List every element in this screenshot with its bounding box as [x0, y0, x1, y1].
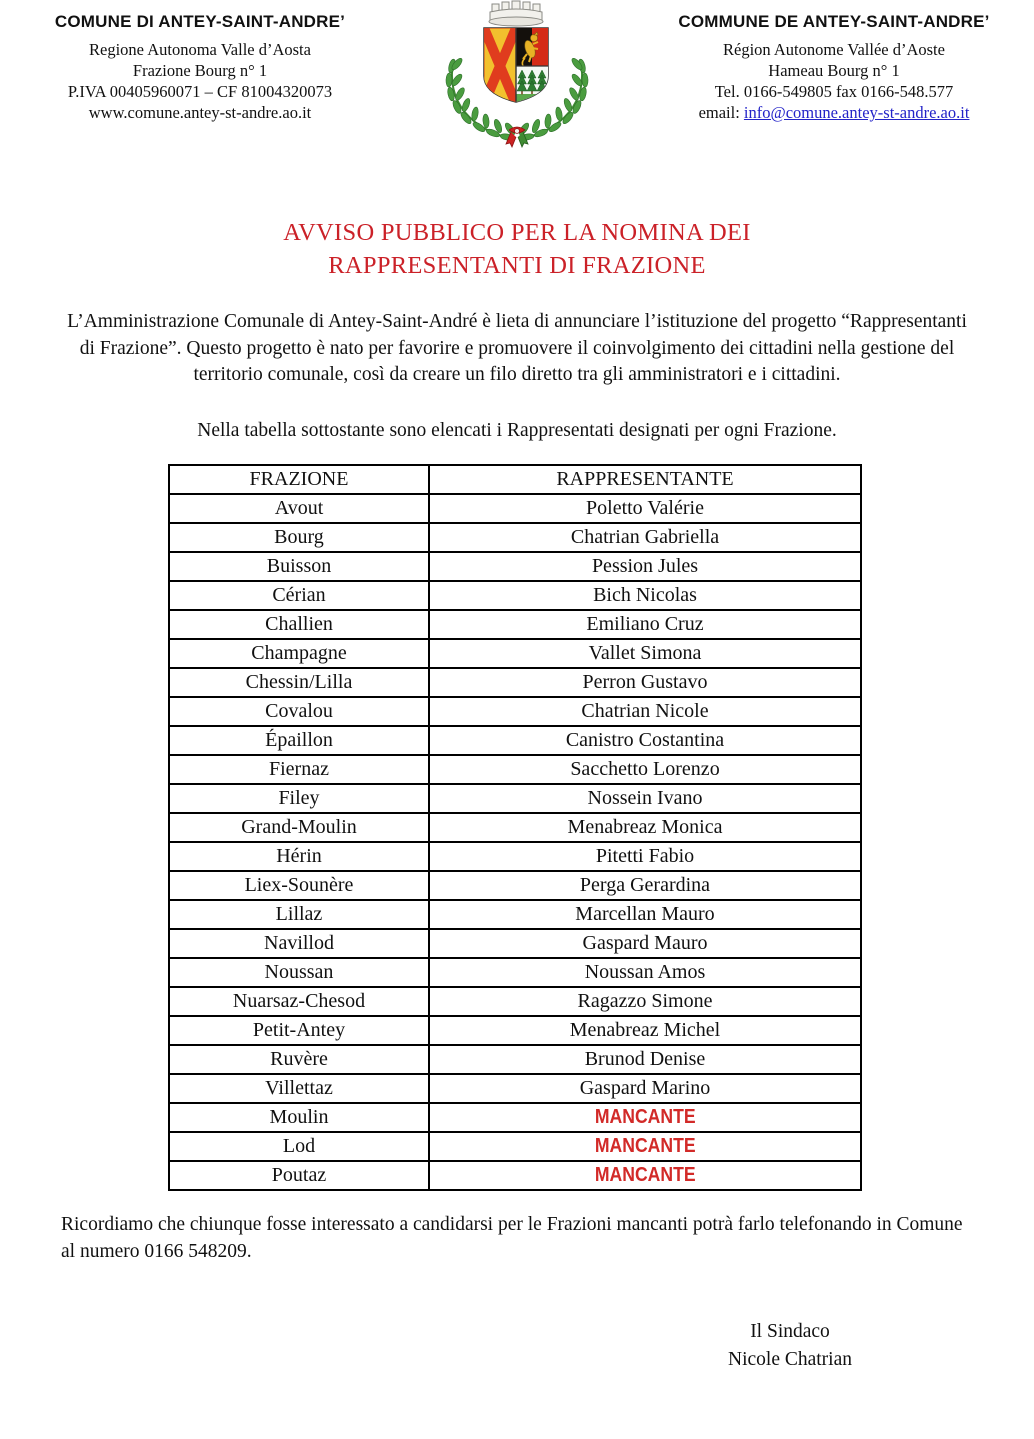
rappresentante-text: Menabreaz Michel: [569, 1018, 721, 1041]
frazione-cell: Lod: [169, 1132, 429, 1161]
table-row: [169, 610, 861, 639]
rappresentante-text: Menabreaz Monica: [567, 815, 723, 838]
fir-trees-icon: [517, 70, 547, 94]
rappresentante-cell: [429, 1016, 861, 1045]
table-row: [169, 697, 861, 726]
table-row: [169, 494, 861, 523]
rappresentante-cell: [429, 842, 861, 871]
rappresentante-cell: [429, 929, 861, 958]
table-intro: Nella tabella sottostante sono elencati i Rappresentati designati per ogni Frazione.: [197, 419, 837, 441]
table-row: [169, 987, 861, 1016]
notice-title-line1: AVVISO PUBBLICO PER LA NOMINA DEI: [283, 219, 751, 246]
piva-cf-line: P.IVA 00405960071 – CF 81004320073: [67, 82, 333, 101]
frazione-cell: Cérian: [169, 581, 429, 610]
rappresentante-cell: [429, 871, 861, 900]
table-row: [169, 1103, 861, 1132]
commune-name-fr: COMMUNE DE ANTEY-SAINT-ANDRE’: [678, 12, 990, 31]
rappresentante-text: Canistro Costantina: [565, 728, 725, 751]
rappresentante-cell: [429, 610, 861, 639]
table-row: [169, 668, 861, 697]
rappresentante-text: Gaspard Mauro: [582, 931, 708, 954]
rappresentante-cell: [429, 494, 861, 523]
rappresentante-text: MANCANTE: [594, 1105, 696, 1128]
rappresentante-text: Chatrian Nicole: [581, 699, 709, 722]
rappresentante-cell: [429, 987, 861, 1016]
notice-title: [0, 216, 1034, 282]
letterhead-french-block: [648, 12, 1020, 123]
rappresentante-cell: [429, 697, 861, 726]
table-row: [169, 871, 861, 900]
frazione-cell: Covalou: [169, 697, 429, 726]
notice-title-line2: RAPPRESENTANTI DI FRAZIONE: [328, 252, 706, 279]
table-row: [169, 523, 861, 552]
frazioni-table-body: [169, 494, 861, 1190]
rappresentante-text: Perga Gerardina: [579, 873, 711, 896]
table-row: [169, 929, 861, 958]
rappresentante-text: Bich Nicolas: [593, 583, 697, 606]
frazione-cell: Champagne: [169, 639, 429, 668]
rappresentante-text: Nossein Ivano: [587, 786, 703, 809]
email-label: email:: [698, 103, 744, 122]
frazione-cell: Lillaz: [169, 900, 429, 929]
rappresentante-text: Vallet Simona: [588, 641, 702, 664]
ribbon-icon: [506, 127, 528, 147]
table-row: [169, 581, 861, 610]
frazione-cell: Moulin: [169, 1103, 429, 1132]
email-link[interactable]: info@comune.antey-st-andre.ao.it: [743, 103, 970, 122]
rappresentante-text: Poletto Valérie: [586, 496, 704, 519]
rappresentante-cell: [429, 523, 861, 552]
rappresentante-cell: [429, 639, 861, 668]
table-row: [169, 1016, 861, 1045]
table-row: [169, 813, 861, 842]
frazione-cell: Grand-Moulin: [169, 813, 429, 842]
table-row: [169, 1161, 861, 1190]
frazione-cell: Épaillon: [169, 726, 429, 755]
frazione-cell: Chessin/Lilla: [169, 668, 429, 697]
crown-icon: [489, 1, 543, 26]
rappresentante-header: RAPPRESENTANTE: [429, 465, 861, 494]
rappresentante-cell: [429, 900, 861, 929]
letterhead-italian-block: [14, 12, 386, 123]
frazione-cell: Ruvère: [169, 1045, 429, 1074]
frazione-cell: Noussan: [169, 958, 429, 987]
rappresentante-text: Pitetti Fabio: [595, 844, 695, 867]
frazione-cell: Liex-Sounère: [169, 871, 429, 900]
frazioni-table: [168, 464, 862, 1191]
frazione-cell: Navillod: [169, 929, 429, 958]
phone-fax-line: Tel. 0166-549805 fax 0166-548.577: [714, 82, 954, 101]
frazione-header: FRAZIONE: [169, 465, 429, 494]
table-row: [169, 755, 861, 784]
website-line: www.comune.antey-st-andre.ao.it: [88, 103, 312, 122]
closing-note: Ricordiamo che chiunque fosse interessato a candidarsi per le Frazioni mancanti potrà farlo telefonando in Comune al numero 0166 548209.: [61, 1213, 963, 1262]
table-row: [169, 552, 861, 581]
rappresentante-cell: [429, 1074, 861, 1103]
rappresentante-cell: [429, 1132, 861, 1161]
frazione-cell: Hérin: [169, 842, 429, 871]
frazione-cell: Nuarsaz-Chesod: [169, 987, 429, 1016]
table-row: [169, 1132, 861, 1161]
comune-name-it: COMUNE DI ANTEY-SAINT-ANDRE’: [54, 12, 346, 31]
rappresentante-cell: [429, 1103, 861, 1132]
rappresentante-cell: [429, 784, 861, 813]
frazione-cell: Villettaz: [169, 1074, 429, 1103]
rappresentante-cell: [429, 668, 861, 697]
table-row: [169, 1045, 861, 1074]
frazione-cell: Challien: [169, 610, 429, 639]
rappresentante-cell: [429, 1045, 861, 1074]
intro-paragraph: L’Amministrazione Comunale di Antey-Saint-André è lieta di annunciare l’istituzione del progetto “Rappresentanti di Frazione”. Questo progetto è nato per favorire e promuovere il coinvolgimento dei cittadini nella gestione del territorio comunale, così da creare un filo diretto tra gli amministratori e i cittadini.: [67, 311, 967, 385]
frazione-cell: Petit-Antey: [169, 1016, 429, 1045]
frazione-cell: Fiernaz: [169, 755, 429, 784]
rappresentante-text: Emiliano Cruz: [586, 612, 704, 635]
signature-name: Nicole Chatrian: [728, 1349, 852, 1370]
rappresentante-text: Ragazzo Simone: [577, 989, 713, 1012]
table-row: [169, 639, 861, 668]
rappresentante-text: Pession Jules: [591, 554, 699, 577]
rappresentante-text: MANCANTE: [594, 1163, 696, 1186]
frazione-cell: Buisson: [169, 552, 429, 581]
rappresentante-cell: [429, 958, 861, 987]
address-line-it: Frazione Bourg n° 1: [132, 61, 268, 80]
shield: [484, 28, 548, 104]
address-line-fr: Hameau Bourg n° 1: [768, 61, 900, 80]
frazione-cell: Poutaz: [169, 1161, 429, 1190]
table-row: [169, 900, 861, 929]
rappresentante-cell: [429, 755, 861, 784]
table-header-row: [169, 465, 861, 494]
rappresentante-cell: [429, 581, 861, 610]
rappresentante-text: MANCANTE: [594, 1134, 696, 1157]
rappresentante-cell: [429, 552, 861, 581]
region-line-it: Regione Autonoma Valle d’Aosta: [89, 40, 311, 59]
rappresentante-text: Brunod Denise: [584, 1047, 706, 1070]
letterhead: [0, 0, 1034, 150]
table-row: [169, 784, 861, 813]
frazione-cell: Bourg: [169, 523, 429, 552]
region-line-fr: Région Autonome Vallée d’Aoste: [723, 40, 945, 59]
table-row: [169, 842, 861, 871]
coat-of-arms-graphic: [435, 0, 599, 150]
frazione-cell: Filey: [169, 784, 429, 813]
rappresentante-text: Noussan Amos: [584, 960, 706, 983]
table-row: [169, 1074, 861, 1103]
rappresentante-cell: [429, 813, 861, 842]
rappresentante-cell: [429, 1161, 861, 1190]
table-row: [169, 958, 861, 987]
rappresentante-text: Perron Gustavo: [582, 670, 708, 693]
rappresentante-text: Gaspard Marino: [579, 1076, 711, 1099]
rappresentante-text: Chatrian Gabriella: [570, 525, 720, 548]
email-line: [648, 102, 1020, 123]
signature-title: Il Sindaco: [750, 1321, 830, 1342]
frazione-cell: Avout: [169, 494, 429, 523]
table-row: [169, 726, 861, 755]
rappresentante-cell: [429, 726, 861, 755]
rappresentante-text: Marcellan Mauro: [575, 902, 715, 925]
rappresentante-text: Sacchetto Lorenzo: [570, 757, 720, 780]
signature-block: [640, 1318, 940, 1374]
coat-of-arms: [435, 0, 599, 155]
